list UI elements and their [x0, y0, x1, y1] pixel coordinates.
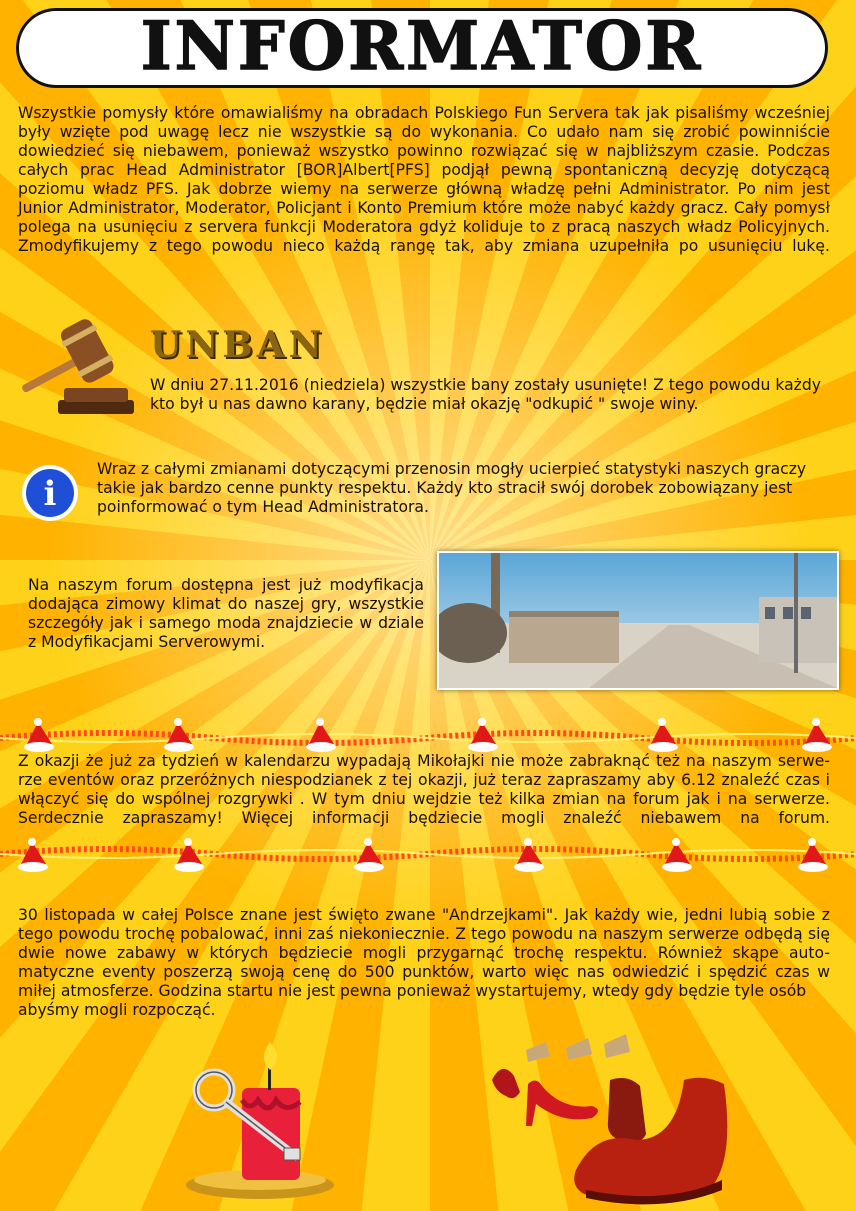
- winter-mod-screenshot: [437, 551, 839, 690]
- candle-key-icon: [180, 1040, 340, 1205]
- info-icon: [20, 463, 80, 523]
- andrzejki-paragraph-end: miłej atmosferze. Godzina startu nie jest pewna ponieważ wystartujemy, wtedy gdy będzie tyle osób abyśmy mogli rozpocząć.: [18, 982, 807, 1020]
- shoes-icon: [486, 1020, 856, 1211]
- info-icon-glyph: i: [43, 474, 57, 514]
- mikolajki-paragraph: Z okazji że już za tydzień w kalendarzu wypadają Mikołajki nie może zabraknąć też na naszym serwe-rze eventów oraz przeróżnych niespodzianek z tej okazji, już teraz zapraszamy aby 6.12 znaleźć czas i włączyć się do wspólnej rozgrywki . W tym dniu wejdzie też kilka zmian na forum jak i na serwerze. Serdecznie zapraszamy! Więcej informacji będziecie mogli znaleźć niebawem na forum.: [18, 752, 830, 828]
- unban-title: UNBAN: [150, 324, 326, 366]
- andrzejki-paragraph-body: 30 listopada w całej Polsce znane jest święto zwane "Andrzejkami". Jak każdy wie, jedni lubią sobie z tego powodu trochę pobalować, inni zaś niekoniecznie. Z tego powodu na naszym serwerze odbędą się dwie nowe zabawy w których będziecie mogli przygarnąć trochę respektu. Również skąpe auto-matyczne eventy poszerzą swoją cenę do 500 punktów, warto więc nas odwiedzić i spędzić czas w: [18, 906, 830, 982]
- santa-hat-icon: [514, 838, 544, 872]
- intro-paragraph: Wszystkie pomysły które omawialiśmy na obradach Polskiego Fun Servera tak jak pisaliśmy wcześniej były wzięte pod uwagę lecz nie wszystkie są do wykonania. Co udało nam się zrobić powinniście dowiedzieć się niebawem, ponieważ wszystko powinno rozwiązać się w najbliższym czasie. Podczas całych prac Head Administrator [BOR]Albert[PFS] podjął pewną spontaniczną decyzję dotyczącą poziomu władz PFS. Jak dobrze wiemy na serwerze główną władzę pełni Administrator. Po nim jest Junior Administrator, Moderator, Policjant i Konto Premium które może nabyć każdy gracz. Cały pomysł polega na usunięciu z servera funkcji Moderatora gdyż koliduje to z pracą naszych władz Policyjnych. Zmodyfikujemy z tego powodu nieco każdą rangę tak, aby zmiana uzupełniła po usunięciu lukę.: [18, 104, 830, 256]
- andrzejki-paragraph: [18, 906, 830, 1020]
- info-paragraph: Wraz z całymi zmianami dotyczącymi przenosin mogły ucierpieć statystyki naszych graczy takie jak bardzo cenne punkty respektu. Każdy kto stracił swój dorobek zobowiązany jest poinformować o tym Head Administratora.: [97, 460, 807, 517]
- christmas-garland-top: [0, 716, 856, 756]
- page-title: INFORMATOR: [140, 7, 704, 85]
- christmas-garland-bottom: [0, 834, 856, 874]
- gavel-icon: [10, 318, 138, 418]
- forum-paragraph: Na naszym forum dostępna jest już modyfikacja dodająca zimowy klimat do naszej gry, wszystkie szczegóły jak i samego moda znajdziecie w dziale z Modyfikacjami Serverowymi.: [28, 576, 424, 652]
- unban-paragraph: W dniu 27.11.2016 (niedziela) wszystkie bany zostały usunięte! Z tego powodu każdy kto był u nas dawno karany, będzie miał okazję "odkupić " swoje winy.: [150, 376, 821, 414]
